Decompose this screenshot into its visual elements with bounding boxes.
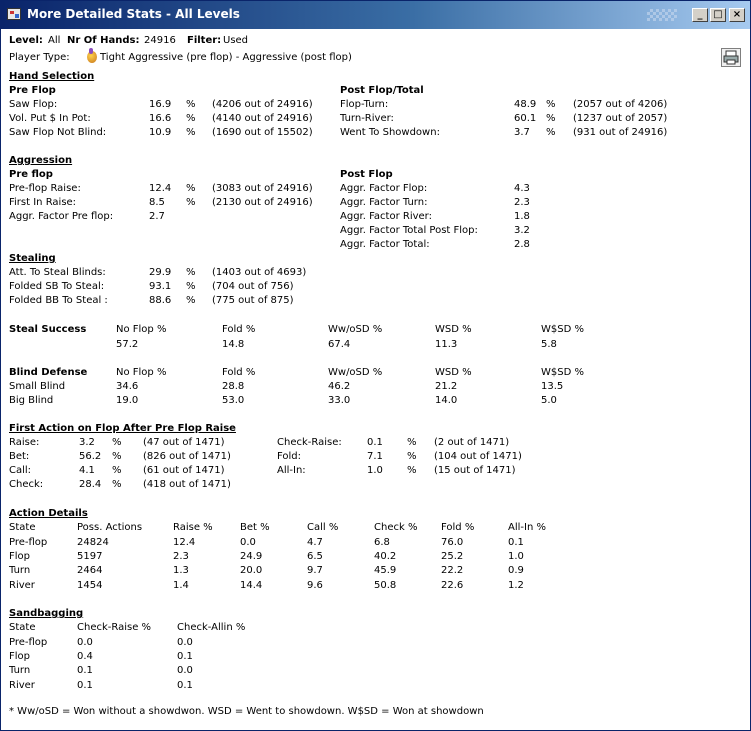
table-cell: Flop [9,551,30,562]
stat-value: 28.4 [79,479,102,490]
hand-selection-title: Hand Selection [9,71,95,82]
table-cell: 6.5 [307,551,323,562]
stat-count: (418 out of 1471) [143,479,231,490]
column-header: Call % [307,522,339,533]
filter-value: Used [223,35,249,46]
stat-label: Fold: [277,451,302,462]
stat-value: 16.9 [149,99,172,110]
stat-pct: % [112,437,122,448]
table-cell: Turn [9,565,31,576]
table-cell: 2464 [77,565,103,576]
stat-pct: % [546,99,556,110]
table-cell: 13.5 [541,381,564,392]
table-cell: 46.2 [328,381,351,392]
level-label: Level: [9,35,43,46]
stat-value: 16.6 [149,113,172,124]
stat-count: (15 out of 1471) [434,465,516,476]
stat-count: (931 out of 24916) [573,127,668,138]
footnote: * Ww/oSD = Won without a showdwon. WSD = Went to showdown. W$SD = Won at showdown [9,706,484,717]
app-icon [7,8,21,20]
stat-pct: % [112,479,122,490]
stat-count: (826 out of 1471) [143,451,231,462]
hand-selection-pre-title: Pre Flop [9,85,56,96]
titlebar-pattern [647,9,677,21]
stat-value: 29.9 [149,267,172,278]
hands-label: Nr Of Hands: [67,35,140,46]
stat-pct: % [186,267,196,278]
table-cell: 0.0 [240,537,256,548]
table-cell: 20.0 [240,565,263,576]
stat-pct: % [546,113,556,124]
table-cell: 1.0 [508,551,524,562]
stat-count: (47 out of 1471) [143,437,225,448]
table-cell: 25.2 [441,551,464,562]
stat-count: (2057 out of 4206) [573,99,668,110]
title-bar[interactable] [1,1,750,29]
column-header: Poss. Actions [77,522,143,533]
stat-label: Att. To Steal Blinds: [9,267,106,278]
column-header: Fold % [441,522,475,533]
column-header: Ww/oSD % [328,367,383,378]
stat-pct: % [186,197,196,208]
aggression-pre-title: Pre flop [9,169,53,180]
action-details-title: Action Details [9,508,88,519]
stat-value: 2.8 [514,239,530,250]
stat-label: Saw Flop: [9,99,58,110]
aggression-post-title: Post Flop [340,169,393,180]
stat-count: (4206 out of 24916) [212,99,313,110]
stat-label: Vol. Put $ In Pot: [9,113,91,124]
table-cell: 24824 [77,537,109,548]
stat-label: Folded SB To Steal: [9,281,105,292]
table-cell: 22.6 [441,580,464,591]
table-cell: 0.4 [77,651,93,662]
table-cell: Pre-flop [9,537,48,548]
table-cell: 67.4 [328,339,351,350]
table-cell: 1.4 [173,580,189,591]
stat-label: Call: [9,465,32,476]
column-header: W$SD % [541,324,584,335]
table-cell: 0.1 [177,651,193,662]
table-cell: 76.0 [441,537,464,548]
table-cell: River [9,580,35,591]
stat-pct: % [407,451,417,462]
stat-label: Aggr. Factor River: [340,211,432,222]
stat-count: (61 out of 1471) [143,465,225,476]
table-cell: 40.2 [374,551,397,562]
column-header: WSD % [435,367,472,378]
stat-value: 3.2 [514,225,530,236]
stat-label: Pre-flop Raise: [9,183,81,194]
table-cell: River [9,680,35,691]
stat-label: Aggr. Factor Total: [340,239,430,250]
stat-label: Flop-Turn: [340,99,389,110]
stat-pct: % [546,127,556,138]
stat-pct: % [407,437,417,448]
column-header: W$SD % [541,367,584,378]
table-cell: 1454 [77,580,103,591]
blind-defense-title: Blind Defense [9,367,88,378]
column-header: Fold % [222,324,256,335]
stat-label: Check-Raise: [277,437,342,448]
stat-value: 0.1 [367,437,383,448]
window-title: More Detailed Stats - All Levels [27,7,240,21]
printer-icon [722,49,740,66]
table-cell: 5197 [77,551,103,562]
stat-value: 10.9 [149,127,172,138]
stat-label: Raise: [9,437,40,448]
stat-label: Check: [9,479,44,490]
column-header: Raise % [173,522,213,533]
stat-value: 56.2 [79,451,102,462]
table-cell: 9.6 [307,580,323,591]
table-cell: 34.6 [116,381,139,392]
stat-pct: % [186,127,196,138]
stat-pct: % [186,281,196,292]
maximize-icon[interactable]: □ [710,8,726,22]
table-cell: 50.8 [374,580,397,591]
row-label: Big Blind [9,395,54,406]
table-cell: 0.1 [77,680,93,691]
table-cell: 0.0 [77,637,93,648]
table-cell: 28.8 [222,381,245,392]
hands-value: 24916 [144,35,176,46]
print-button[interactable] [721,48,741,67]
table-cell: 33.0 [328,395,351,406]
table-cell: 12.4 [173,537,196,548]
sandbagging-title: Sandbagging [9,608,84,619]
table-cell: 6.8 [374,537,390,548]
stat-label: Folded BB To Steal : [9,295,108,306]
table-cell: 1.3 [173,565,189,576]
stat-value: 3.2 [79,437,95,448]
row-label: Small Blind [9,381,66,392]
column-header: No Flop % [116,324,167,335]
stat-count: (1403 out of 4693) [212,267,307,278]
stat-value: 7.1 [367,451,383,462]
stat-pct: % [112,465,122,476]
column-header: Fold % [222,367,256,378]
stat-count: (104 out of 1471) [434,451,522,462]
minimize-icon[interactable]: _ [692,8,708,22]
stat-label: All-In: [277,465,306,476]
column-header: WSD % [435,324,472,335]
stat-value: 93.1 [149,281,172,292]
table-cell: 5.8 [541,339,557,350]
table-cell: 0.1 [77,665,93,676]
table-cell: 1.2 [508,580,524,591]
steal-success-title: Steal Success [9,324,87,335]
column-header: State [9,622,36,633]
column-header: All-In % [508,522,546,533]
column-header: Check-Raise % [77,622,152,633]
stat-label: Bet: [9,451,30,462]
table-cell: 0.1 [508,537,524,548]
player-type-value: Tight Aggressive (pre flop) - Aggressive (post flop) [100,52,352,63]
column-header: No Flop % [116,367,167,378]
hand-selection-post-title: Post Flop/Total [340,85,424,96]
close-icon[interactable]: × [729,8,745,22]
table-cell: 11.3 [435,339,458,350]
stat-count: (1237 out of 2057) [573,113,668,124]
stat-value: 8.5 [149,197,165,208]
stat-value: 88.6 [149,295,172,306]
stat-pct: % [112,451,122,462]
table-cell: Pre-flop [9,637,48,648]
stat-count: (775 out of 875) [212,295,294,306]
table-cell: Flop [9,651,30,662]
table-cell: 53.0 [222,395,245,406]
column-header: Check % [374,522,418,533]
table-cell: 14.4 [240,580,263,591]
stats-content [1,29,750,730]
column-header: Check-Allin % [177,622,246,633]
table-cell: 0.0 [177,637,193,648]
stat-value: 4.1 [79,465,95,476]
stat-pct: % [186,295,196,306]
table-cell: 4.7 [307,537,323,548]
table-cell: 14.8 [222,339,245,350]
stat-value: 1.8 [514,211,530,222]
stat-value: 12.4 [149,183,172,194]
table-cell: 2.3 [173,551,189,562]
table-cell: 22.2 [441,565,464,576]
first-action-title: First Action on Flop After Pre Flop Raise [9,423,236,434]
player-type-icon [87,51,97,63]
table-cell: 5.0 [541,395,557,406]
stat-pct: % [186,113,196,124]
stat-pct: % [186,183,196,194]
stat-count: (2130 out of 24916) [212,197,313,208]
stat-value: 2.3 [514,197,530,208]
table-cell: 0.1 [177,680,193,691]
filter-label: Filter: [187,35,222,46]
stat-label: First In Raise: [9,197,77,208]
stat-count: (4140 out of 24916) [212,113,313,124]
table-cell: 21.2 [435,381,458,392]
stat-pct: % [407,465,417,476]
level-value: All [48,35,61,46]
aggression-title: Aggression [9,155,73,166]
column-header: Ww/oSD % [328,324,383,335]
stat-label: Aggr. Factor Total Post Flop: [340,225,478,236]
table-cell: 0.9 [508,565,524,576]
column-header: Bet % [240,522,270,533]
stealing-title: Stealing [9,253,56,264]
stat-value: 48.9 [514,99,537,110]
table-cell: 0.0 [177,665,193,676]
stat-value: 2.7 [149,211,165,222]
table-cell: 19.0 [116,395,139,406]
stat-count: (3083 out of 24916) [212,183,313,194]
stat-value: 1.0 [367,465,383,476]
table-cell: 45.9 [374,565,397,576]
stat-value: 4.3 [514,183,530,194]
stat-count: (704 out of 756) [212,281,294,292]
stat-label: Aggr. Factor Flop: [340,183,428,194]
stat-label: Aggr. Factor Pre flop: [9,211,114,222]
stat-value: 60.1 [514,113,537,124]
stat-label: Saw Flop Not Blind: [9,127,107,138]
stat-label: Aggr. Factor Turn: [340,197,428,208]
table-cell: 9.7 [307,565,323,576]
table-cell: Turn [9,665,31,676]
stat-count: (1690 out of 15502) [212,127,313,138]
stat-label: Turn-River: [340,113,394,124]
table-cell: 14.0 [435,395,458,406]
column-header: State [9,522,36,533]
stat-count: (2 out of 1471) [434,437,510,448]
stat-value: 3.7 [514,127,530,138]
stat-pct: % [186,99,196,110]
stat-label: Went To Showdown: [340,127,440,138]
table-cell: 57.2 [116,339,139,350]
table-cell: 24.9 [240,551,263,562]
player-type-label: Player Type: [9,52,70,63]
